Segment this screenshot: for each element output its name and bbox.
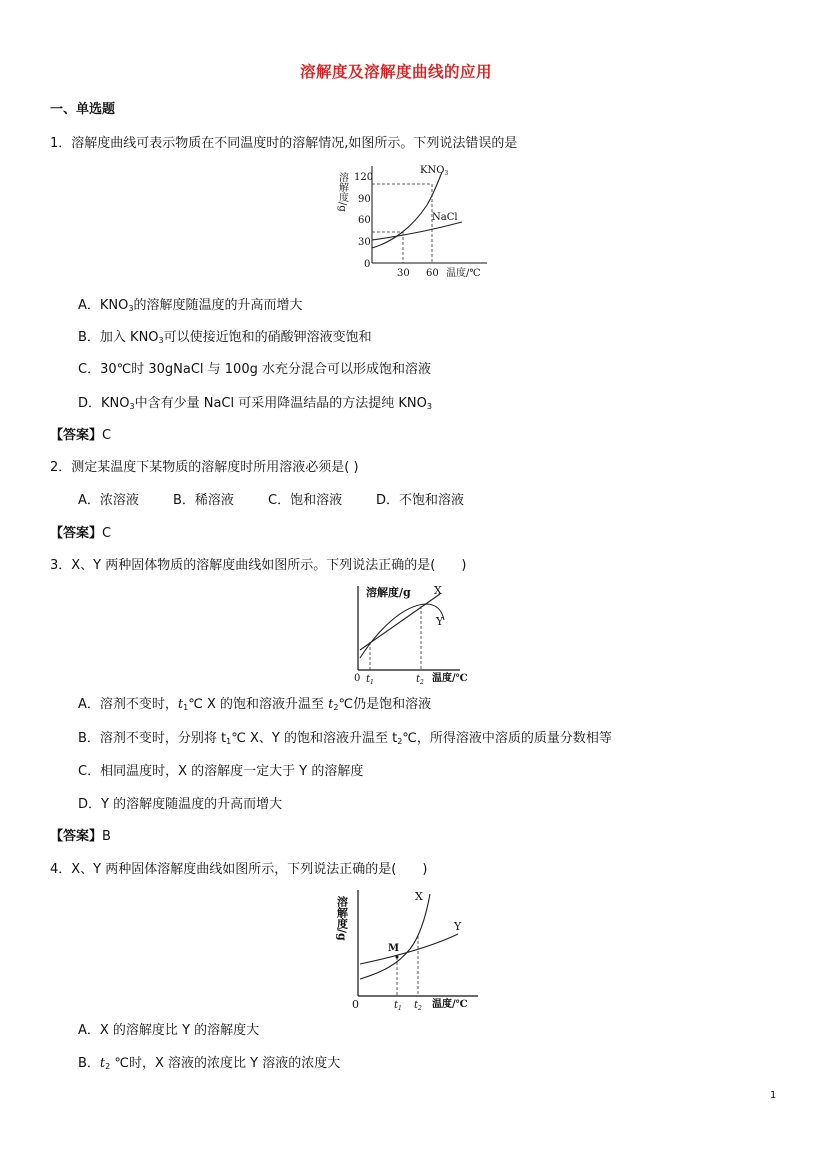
page-number: 1	[770, 1090, 777, 1101]
q2-option-c: C．饱和溶液	[268, 493, 343, 508]
q1-option-b: B．加入 $KNO_3$可以使接近饱和的硝酸钾溶液变饱和	[78, 330, 372, 345]
q4-stem: 4．X、Y 两种固体溶解度曲线如图所示，下列说法正确的是( )	[50, 862, 428, 877]
q4-xlabel: 温度/℃	[432, 999, 468, 1010]
q4-y-curve	[360, 934, 458, 964]
q1-ytick-90: 90	[358, 194, 371, 205]
q4-x-curve	[360, 894, 430, 979]
q4-point-m	[396, 956, 399, 959]
q1-xlabel: 温度/℃	[446, 268, 481, 279]
q4-m-label: M	[388, 943, 400, 954]
q1-solubility-chart	[332, 160, 492, 280]
q3-t2: $t_2$	[416, 674, 424, 686]
q4-solubility-chart	[335, 884, 488, 1014]
q3-ylabel: 溶解度/g	[366, 586, 411, 599]
q1-answer: 【答案】C	[50, 428, 112, 443]
q1-xtick-30: 30	[397, 268, 410, 279]
q1-kno3-label: $KNO_3$	[420, 165, 449, 177]
q2-option-a: A．浓溶液	[78, 493, 139, 508]
q2-answer: 【答案】C	[50, 526, 112, 541]
q3-option-a: A．溶剂不变时，$t_1℃$ X 的饱和溶液升温至 $t_2℃$仍是饱和溶液	[78, 697, 432, 712]
q2-stem: 2．测定某温度下某物质的溶解度时所用溶液必须是( )	[50, 460, 359, 475]
page-title: 溶解度及溶解度曲线的应用	[300, 63, 493, 81]
q1-xtick-60: 60	[426, 268, 439, 279]
q1-nacl-curve	[372, 222, 462, 240]
q1-ytick-120: 120	[354, 172, 374, 183]
section-heading: 一、单选题	[50, 102, 116, 117]
q4-x-label: X	[415, 890, 423, 903]
q1-ytick-30: 30	[358, 237, 371, 248]
q1-ytick-0: 0	[364, 259, 371, 270]
q3-xlabel: 温度/℃	[432, 673, 468, 684]
q4-y-label: Y	[454, 920, 462, 933]
q3-stem: 3．X、Y 两种固体物质的溶解度曲线如图所示。下列说法正确的是( )	[50, 558, 467, 573]
q1-option-d: D．$KNO_3$中含有少量 NaCl 可采用降温结晶的方法提纯 $KNO_3$	[78, 396, 432, 411]
q4-option-b: B．$t_2$ ℃时，X 溶液的浓度比 Y 溶液的浓度大	[78, 1056, 341, 1071]
q1-stem: 1．溶解度曲线可表示物质在不同温度时的溶解情况,如图所示。下列说法错误的是	[50, 136, 518, 151]
q1-option-c: C．30℃时 30gNaCl 与 100g 水充分混合可以形成饱和溶液	[78, 362, 431, 377]
q3-t1: $t_1$	[366, 674, 374, 686]
q4-ylabel: 溶解度/g	[335, 896, 349, 941]
q3-solubility-chart	[348, 580, 478, 690]
q3-option-c: C．相同温度时，X 的溶解度一定大于 Y 的溶解度	[78, 764, 364, 779]
q2-option-d: D．不饱和溶液	[376, 493, 465, 508]
q1-option-a: A．$KNO_3$的溶解度随温度的升高而增大	[78, 298, 303, 313]
q4-origin: 0	[352, 998, 359, 1011]
q1-nacl-label: NaCl	[432, 212, 458, 223]
q4-t2: $t_2$	[414, 1000, 422, 1012]
q3-x-label: X	[434, 584, 442, 597]
q3-answer: 【答案】B	[50, 829, 111, 844]
q3-y-label: Y	[436, 615, 444, 628]
q3-y-curve	[360, 604, 444, 658]
q4-t1: $t_1$	[394, 1000, 402, 1012]
q4-option-a: A．X 的溶解度比 Y 的溶解度大	[78, 1023, 260, 1038]
q1-ytick-60: 60	[358, 215, 371, 226]
q3-origin: 0	[354, 673, 361, 684]
q3-option-b: B．溶剂不变时，分别将 $t_1℃$ X、Y 的饱和溶液升温至 $t_2℃$，所得溶液中溶质的质量分数相等	[78, 731, 612, 746]
q2-option-b: B．稀溶液	[173, 493, 234, 508]
q1-ylabel: 溶解度/g	[336, 172, 348, 212]
q1-kno3-curve	[372, 172, 442, 248]
q3-option-d: D．Y 的溶解度随温度的升高而增大	[78, 797, 283, 812]
